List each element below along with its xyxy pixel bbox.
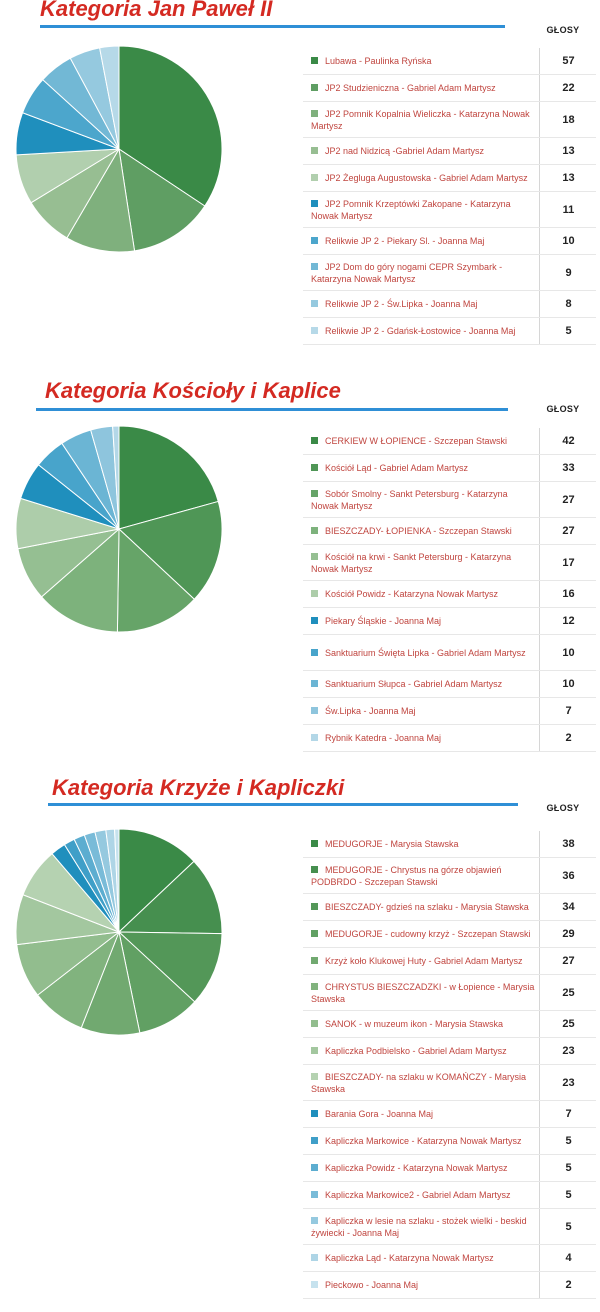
table-row	[303, 1272, 596, 1299]
vote-count: 9	[539, 255, 597, 290]
entry-label[interactable]: Rybnik Katedra - Joanna Maj	[325, 733, 442, 743]
table-row	[303, 192, 596, 228]
table-row	[303, 698, 596, 725]
vote-count: 5	[539, 1155, 597, 1181]
legend-swatch	[311, 590, 318, 597]
votes-table	[303, 428, 596, 752]
entry-label-cell	[303, 108, 537, 132]
legend-swatch	[311, 1164, 318, 1171]
legend-swatch	[311, 1217, 318, 1224]
pie-chart	[14, 827, 224, 1037]
entry-label[interactable]: Kościół Powidz - Katarzyna Nowak Martysz	[325, 589, 499, 599]
table-row	[303, 545, 596, 581]
legend-swatch	[311, 553, 318, 560]
entry-label[interactable]: Kapliczka Podbielsko - Gabriel Adam Martysz	[325, 1046, 507, 1056]
legend-swatch	[311, 437, 318, 444]
table-row	[303, 482, 596, 518]
legend-swatch	[311, 490, 318, 497]
entry-label[interactable]: Sanktuarium Święta Lipka - Gabriel Adam Martysz	[325, 647, 526, 658]
votes-table	[303, 831, 596, 1299]
table-row	[303, 48, 596, 75]
entry-label-cell	[303, 82, 537, 94]
votes-column-header: GŁOSY	[546, 25, 580, 35]
vote-count: 16	[539, 581, 597, 607]
entry-label-cell	[303, 488, 537, 512]
vote-count: 5	[539, 1128, 597, 1154]
vote-count: 25	[539, 1011, 597, 1037]
entry-label[interactable]: MEDUGORJE - cudowny krzyż - Szczepan Stawski	[325, 929, 531, 939]
entry-label-cell	[303, 435, 537, 447]
entry-label-cell	[303, 145, 537, 157]
entry-label[interactable]: Kościół na krwi - Sankt Petersburg - Katarzyna Nowak Martysz	[311, 551, 512, 574]
legend-swatch	[311, 1110, 318, 1117]
vote-count: 57	[539, 48, 597, 74]
entry-label-cell	[303, 172, 537, 184]
entry-label-cell	[303, 235, 537, 247]
entry-label-cell	[303, 981, 537, 1005]
title-underline	[36, 408, 508, 411]
entry-label-cell	[303, 1252, 537, 1264]
table-row	[303, 428, 596, 455]
table-row	[303, 725, 596, 752]
table-row	[303, 581, 596, 608]
entry-label-cell	[303, 1071, 537, 1095]
vote-count: 29	[539, 921, 597, 947]
table-row	[303, 1011, 596, 1038]
entry-label[interactable]: Kapliczka Ląd - Katarzyna Nowak Martysz	[325, 1253, 494, 1263]
entry-label[interactable]: Kapliczka w lesie na szlaku - stożek wielki - beskid żywiecki - Joanna Maj	[311, 1215, 527, 1238]
table-row	[303, 518, 596, 545]
entry-label-cell	[303, 647, 537, 659]
vote-count: 5	[539, 1209, 597, 1244]
legend-swatch	[311, 903, 318, 910]
vote-count: 2	[539, 1272, 597, 1298]
legend-swatch	[311, 930, 318, 937]
entry-label[interactable]: BIESZCZADY- gdzieś na szlaku - Marysia Stawska	[325, 902, 529, 912]
legend-swatch	[311, 84, 318, 91]
table-row	[303, 138, 596, 165]
entry-label-cell	[303, 1018, 537, 1030]
entry-label[interactable]: CERKIEW W ŁOPIENCE - Szczepan Stawski	[325, 436, 508, 446]
category-title: Kategoria Kościoły i Kaplice	[45, 378, 341, 403]
votes-column-header: GŁOSY	[546, 404, 580, 414]
entry-label[interactable]: MEDUGORJE - Chrystus na górze objawień PODBRDO - Szczepan Stawski	[311, 864, 502, 887]
entry-label[interactable]: Kościół Ląd - Gabriel Adam Martysz	[325, 463, 469, 473]
table-row	[303, 894, 596, 921]
vote-count: 5	[539, 1182, 597, 1208]
entry-label-cell	[303, 1135, 537, 1147]
category-title: Kategoria Krzyże i Kapliczki	[52, 775, 345, 800]
entry-label-cell	[303, 551, 537, 575]
entry-label-cell	[303, 615, 537, 627]
vote-count: 27	[539, 482, 597, 517]
entry-label-cell	[303, 1162, 537, 1174]
vote-count: 42	[539, 428, 597, 454]
table-row	[303, 255, 596, 291]
entry-label[interactable]: Lubawa - Paulinka Ryńska	[325, 56, 432, 66]
vote-count: 17	[539, 545, 597, 580]
category-section-crosses	[0, 755, 600, 1312]
table-row	[303, 671, 596, 698]
legend-swatch	[311, 649, 318, 656]
legend-swatch	[311, 866, 318, 873]
vote-count: 2	[539, 725, 597, 751]
entry-label-cell	[303, 1215, 537, 1239]
legend-swatch	[311, 734, 318, 741]
pie-chart	[14, 424, 224, 634]
votes-column-header: GŁOSY	[546, 803, 580, 813]
table-row	[303, 608, 596, 635]
legend-swatch	[311, 840, 318, 847]
entry-label-cell	[303, 864, 537, 888]
vote-count: 7	[539, 698, 597, 724]
legend-swatch	[311, 617, 318, 624]
vote-count: 13	[539, 138, 597, 164]
table-row	[303, 1128, 596, 1155]
vote-count: 12	[539, 608, 597, 634]
vote-count: 33	[539, 455, 597, 481]
vote-count: 27	[539, 948, 597, 974]
legend-swatch	[311, 527, 318, 534]
table-row	[303, 831, 596, 858]
title-underline	[48, 803, 518, 806]
legend-swatch	[311, 1047, 318, 1054]
entry-label[interactable]: Relikwie JP 2 - Piekary Sl. - Joanna Maj	[325, 236, 485, 246]
legend-swatch	[311, 957, 318, 964]
entry-label-cell	[303, 525, 537, 537]
legend-swatch	[311, 237, 318, 244]
table-row	[303, 1155, 596, 1182]
votes-table	[303, 48, 596, 345]
table-row	[303, 1245, 596, 1272]
category-section-churches	[0, 360, 600, 755]
legend-swatch	[311, 300, 318, 307]
table-row	[303, 948, 596, 975]
legend-swatch	[311, 464, 318, 471]
entry-label-cell	[303, 955, 537, 967]
legend-swatch	[311, 263, 318, 270]
table-row	[303, 921, 596, 948]
entry-label[interactable]: BIESZCZADY- ŁOPIENKA - Szczepan Stawski	[325, 526, 512, 536]
entry-label[interactable]: Krzyż koło Klukowej Huty - Gabriel Adam Martysz	[325, 956, 523, 966]
entry-label[interactable]: Kapliczka Markowice - Katarzyna Nowak Martysz	[325, 1136, 522, 1146]
table-row	[303, 102, 596, 138]
table-row	[303, 75, 596, 102]
table-row	[303, 1209, 596, 1245]
entry-label[interactable]: JP2 Pomnik Kopalnia Wieliczka - Katarzyna Nowak Martysz	[311, 108, 530, 131]
table-row	[303, 975, 596, 1011]
entry-label[interactable]: Św.Lipka - Joanna Maj	[325, 706, 416, 716]
entry-label-cell	[303, 1108, 537, 1120]
vote-count: 22	[539, 75, 597, 101]
entry-label[interactable]: JP2 Pomnik Krzeptówki Zakopane - Katarzyna Nowak Martysz	[311, 198, 511, 221]
entry-label[interactable]: Piekary Śląskie - Joanna Maj	[325, 616, 442, 626]
legend-swatch	[311, 200, 318, 207]
entry-label[interactable]: Barania Gora - Joanna Maj	[325, 1109, 434, 1119]
vote-count: 4	[539, 1245, 597, 1271]
legend-swatch	[311, 147, 318, 154]
entry-label-cell	[303, 705, 537, 717]
entry-label-cell	[303, 678, 537, 690]
vote-count: 10	[539, 228, 597, 254]
vote-count: 25	[539, 975, 597, 1010]
table-row	[303, 291, 596, 318]
vote-count: 11	[539, 192, 597, 227]
entry-label[interactable]: Kapliczka Markowice2 - Gabriel Adam Martysz	[325, 1190, 511, 1200]
vote-count: 34	[539, 894, 597, 920]
entry-label-cell	[303, 462, 537, 474]
table-row	[303, 1101, 596, 1128]
vote-count: 8	[539, 291, 597, 317]
category-section-jp2	[0, 0, 600, 360]
entry-label[interactable]: JP2 nad Nidzicą -Gabriel Adam Martysz	[325, 146, 485, 156]
title-underline	[40, 25, 505, 28]
table-row	[303, 228, 596, 255]
vote-count: 36	[539, 858, 597, 893]
legend-swatch	[311, 1073, 318, 1080]
entry-label-cell	[303, 55, 537, 67]
entry-label[interactable]: Pieckowo - Joanna Maj	[325, 1280, 419, 1290]
table-row	[303, 318, 596, 345]
vote-count: 7	[539, 1101, 597, 1127]
legend-swatch	[311, 1020, 318, 1027]
entry-label[interactable]: BIESZCZADY- na szlaku w KOMAŃCZY - Marysia Stawska	[311, 1071, 527, 1094]
entry-label[interactable]: CHRYSTUS BIESZCZADZKI - w Łopience - Marysia Stawska	[311, 981, 535, 1004]
entry-label-cell	[303, 325, 537, 337]
legend-swatch	[311, 1191, 318, 1198]
entry-label-cell	[303, 588, 537, 600]
table-row	[303, 858, 596, 894]
entry-label-cell	[303, 928, 537, 940]
entry-label-cell	[303, 732, 537, 744]
vote-count: 18	[539, 102, 597, 137]
entry-label[interactable]: JP2 Dom do góry nogami CEPR Szymbark - Katarzyna Nowak Martysz	[311, 261, 503, 284]
vote-count: 5	[539, 318, 597, 344]
entry-label[interactable]: Sobór Smolny - Sankt Petersburg - Katarzyna Nowak Martysz	[311, 488, 508, 511]
entry-label[interactable]: Kapliczka Powidz - Katarzyna Nowak Martysz	[325, 1163, 508, 1173]
entry-label-cell	[303, 261, 537, 285]
entry-label[interactable]: JP2 Żegluga Augustowska - Gabriel Adam Martysz	[325, 173, 528, 183]
entry-label[interactable]: Relikwie JP 2 - Św.Lipka - Joanna Maj	[325, 299, 478, 309]
vote-count: 23	[539, 1065, 597, 1100]
legend-swatch	[311, 110, 318, 117]
legend-swatch	[311, 1137, 318, 1144]
vote-count: 38	[539, 831, 597, 857]
legend-swatch	[311, 174, 318, 181]
entry-label-cell	[303, 198, 537, 222]
legend-swatch	[311, 1254, 318, 1261]
entry-label-cell	[303, 1045, 537, 1057]
vote-count: 10	[539, 671, 597, 697]
category-title: Kategoria Jan Paweł II	[40, 0, 273, 21]
legend-swatch	[311, 57, 318, 64]
legend-swatch	[311, 707, 318, 714]
entry-label[interactable]: Relikwie JP 2 - Gdańsk-Łostowice - Joanna Maj	[325, 326, 516, 336]
table-row	[303, 165, 596, 192]
vote-count: 13	[539, 165, 597, 191]
vote-count: 27	[539, 518, 597, 544]
entry-label-cell	[303, 298, 537, 310]
entry-label[interactable]: Sanktuarium Słupca - Gabriel Adam Martysz	[325, 679, 503, 689]
entry-label-cell	[303, 838, 537, 850]
legend-swatch	[311, 327, 318, 334]
legend-swatch	[311, 1281, 318, 1288]
entry-label-cell	[303, 1189, 537, 1201]
vote-count: 23	[539, 1038, 597, 1064]
vote-count: 10	[539, 635, 597, 670]
table-row	[303, 1182, 596, 1209]
entry-label-cell	[303, 1279, 537, 1291]
entry-label[interactable]: JP2 Studzieniczna - Gabriel Adam Martysz	[325, 83, 496, 93]
legend-swatch	[311, 983, 318, 990]
table-row	[303, 1038, 596, 1065]
table-row	[303, 635, 596, 671]
entry-label-cell	[303, 901, 537, 913]
pie-chart	[14, 44, 224, 254]
table-row	[303, 1065, 596, 1101]
legend-swatch	[311, 680, 318, 687]
table-row	[303, 455, 596, 482]
entry-label[interactable]: MEDUGORJE - Marysia Stawska	[325, 839, 459, 849]
entry-label[interactable]: SANOK - w muzeum ikon - Marysia Stawska	[325, 1019, 504, 1029]
